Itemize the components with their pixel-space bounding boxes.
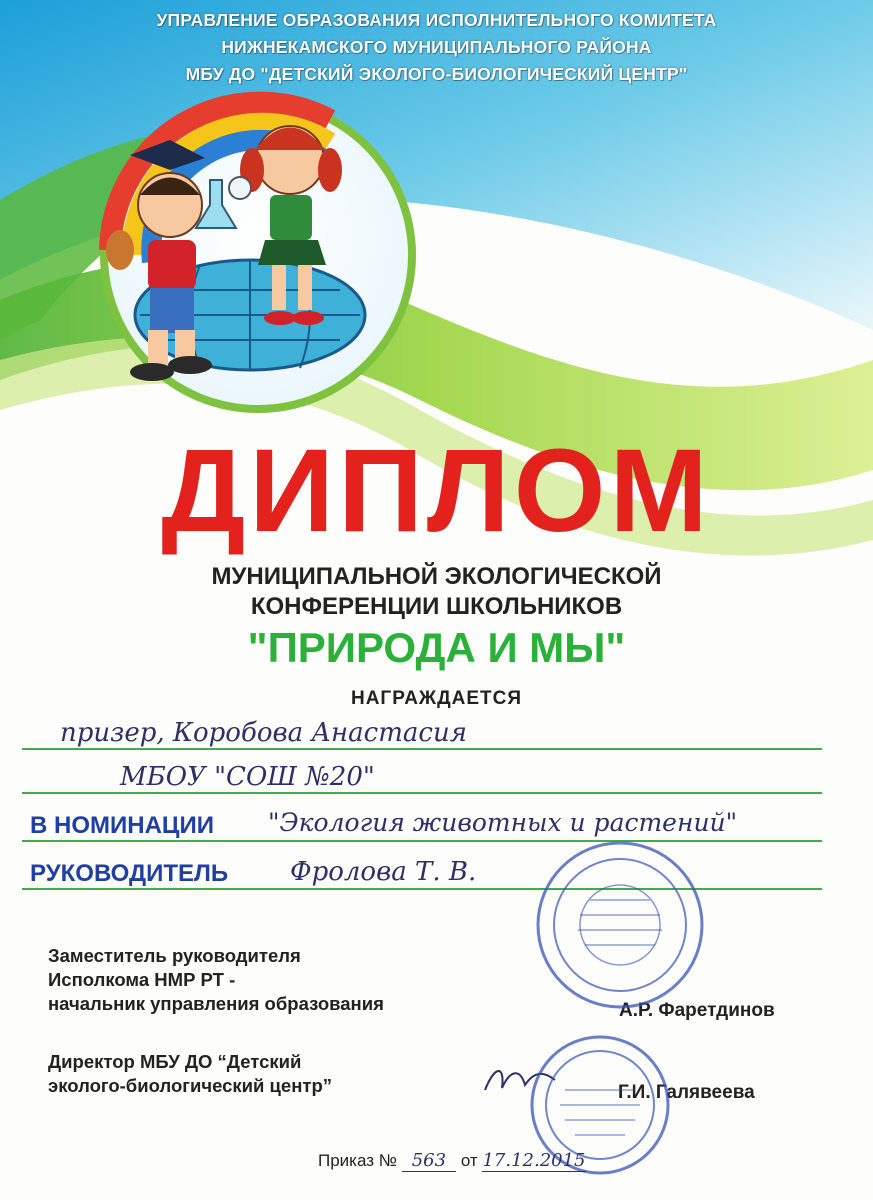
order-from-label: от — [460, 1151, 478, 1170]
order-label: Приказ № — [318, 1151, 397, 1170]
subtitle-line-2: КОНФЕРЕНЦИИ ШКОЛЬНИКОВ — [250, 593, 623, 620]
order-line — [318, 1150, 586, 1171]
signatory-1-title — [48, 944, 384, 1016]
header-line-3: МБУ ДО "ДЕТСКИЙ ЭКОЛОГО-БИОЛОГИЧЕСКИЙ ЦЕНТР" — [185, 64, 688, 84]
signatory-2-title-line-1: Директор МБУ ДО “Детский — [48, 1051, 302, 1072]
diploma-title: ДИПЛОМ — [161, 425, 712, 557]
order-date: 17.12.2015 — [482, 1150, 586, 1171]
signatory-1-title-line-3: начальник управления образования — [48, 993, 384, 1015]
nomination-value: "Экология животных и растений" — [268, 808, 738, 837]
supervisor-value: Фролова Т. В. — [290, 857, 477, 887]
recipient-school: МБОУ "СОШ №20" — [120, 762, 375, 792]
header-line-2: НИЖНЕКАМСКОГО МУНИЦИПАЛЬНОГО РАЙОНА — [221, 37, 652, 57]
signatory-1-name: А.Р. Фаретдинов — [619, 1000, 775, 1021]
recipient-name: призер, Коробова Анастасия — [60, 718, 467, 748]
signatory-1-title-line-2: Исполкома НМР РТ - — [48, 969, 236, 991]
awarded-label: НАГРАЖДАЕТСЯ — [350, 688, 523, 709]
signatory-1-title-line-1: Заместитель руководителя — [48, 945, 301, 966]
underline-2 — [22, 792, 822, 794]
order-number: 563 — [402, 1150, 456, 1172]
header-line-1: УПРАВЛЕНИЕ ОБРАЗОВАНИЯ ИСПОЛНИТЕЛЬНОГО КОМИТЕТА — [156, 10, 717, 30]
signatory-2-title-line-2: эколого-биологический центр” — [48, 1075, 332, 1097]
official-stamp-icon — [530, 835, 710, 1015]
signatory-2-title — [48, 1050, 332, 1098]
underline-1 — [22, 748, 822, 750]
contest-name: "ПРИРОДА И МЫ" — [247, 624, 626, 671]
subtitle-line-1: МУНИЦИПАЛЬНОЙ ЭКОЛОГИЧЕСКОЙ — [211, 563, 662, 590]
supervisor-label: РУКОВОДИТЕЛЬ — [30, 860, 229, 887]
signatory-2-name: Г.И. Галявеева — [618, 1082, 755, 1103]
nomination-label: В НОМИНАЦИИ — [30, 812, 214, 839]
